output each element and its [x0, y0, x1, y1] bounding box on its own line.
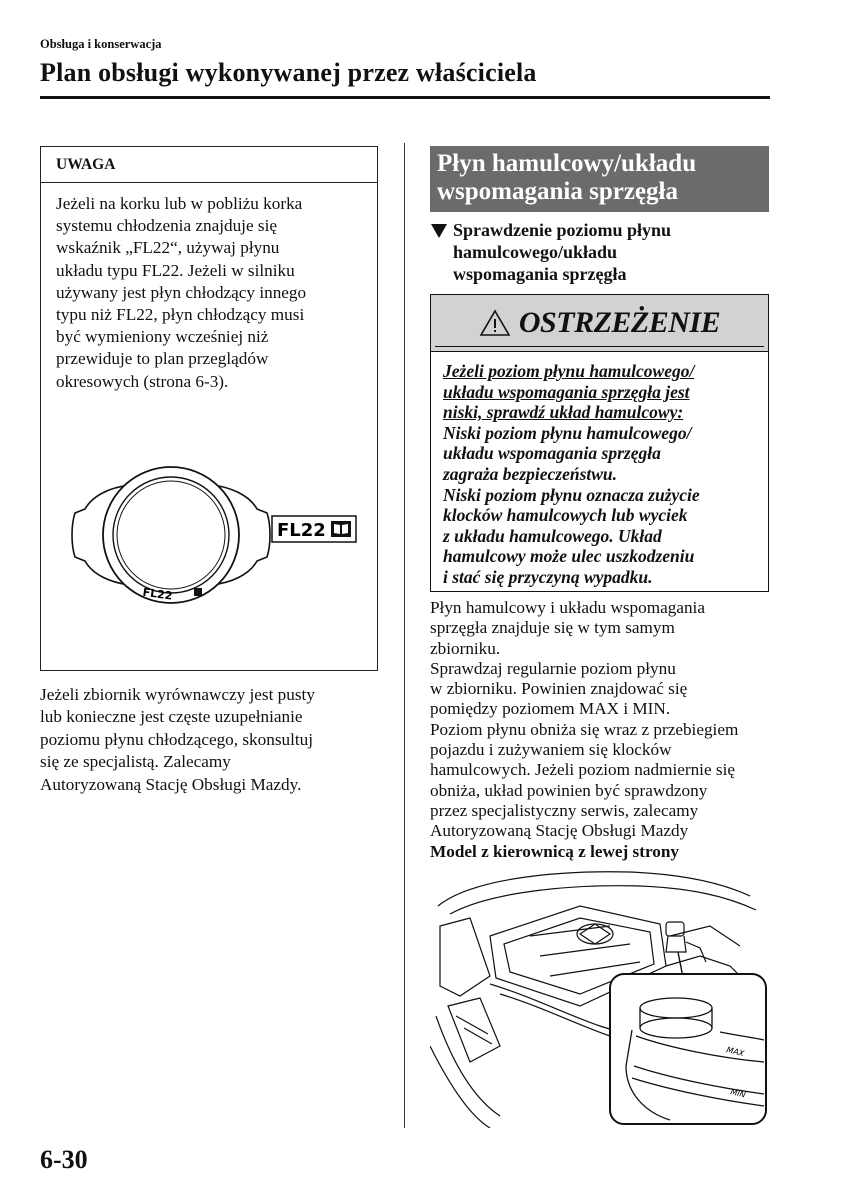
paragraph-line: hamulcowych. Jeżeli poziom nadmiernie się	[430, 760, 735, 780]
fl22-mark	[271, 515, 357, 543]
warning-underlined-line: Jeżeli poziom płynu hamulcowego/	[443, 361, 695, 381]
note-line: używany jest płyn chłodzący innego	[56, 282, 307, 302]
warning-header	[431, 295, 768, 352]
warning-line: z układu hamulcowego. Układ	[443, 525, 662, 546]
subheading	[430, 219, 770, 285]
triangle-bullet-icon	[430, 223, 448, 239]
paragraph-line: Autoryzowaną Stację Obsługi Mazdy.	[40, 774, 302, 794]
warning-body	[431, 352, 768, 588]
section-label: Obsługa i konserwacja	[40, 37, 162, 51]
note-body	[41, 183, 377, 393]
engine-bay-illustration	[430, 866, 770, 1128]
warning-underlined-line: układu wspomagania sprzęgła jest	[443, 381, 690, 402]
paragraph-line: Płyn hamulcowy i układu wspomagania	[430, 598, 705, 617]
coolant-advice-paragraph	[40, 684, 380, 796]
warning-title: OSTRZEŻENIE	[518, 306, 721, 339]
note-line: typu niż FL22, płyn chłodzący musi	[56, 305, 305, 325]
paragraph-line: Jeżeli zbiornik wyrównawczy jest pusty	[40, 685, 315, 704]
warning-underlined-line: niski, sprawdź układ hamulcowy:	[443, 402, 684, 423]
cap-label: FL22	[141, 585, 174, 603]
note-box	[40, 146, 378, 671]
paragraph-line: lub konieczne jest częste uzupełnianie	[40, 707, 303, 727]
note-heading: UWAGA	[41, 147, 377, 183]
min-label: MIN	[729, 1087, 747, 1100]
note-line: układu typu FL22. Jeżeli w silniku	[56, 260, 295, 280]
paragraph-line: w zbiorniku. Powinien znajdować się	[430, 679, 688, 699]
warning-line: i stać się przyczyną wypadku.	[443, 566, 653, 587]
paragraph-line: pojazdu i zużywaniem się klocków	[430, 740, 672, 760]
paragraph-line: Sprawdzaj regularnie poziom płynu	[430, 658, 676, 678]
warning-box	[430, 294, 769, 592]
model-note: Model z kierownicą z lewej strony	[430, 841, 680, 861]
warning-header-rule	[435, 346, 764, 347]
paragraph-line: się ze specjalistą. Zalecamy	[40, 752, 231, 772]
paragraph-line: sprzęgła znajduje się w tym samym	[430, 618, 675, 638]
paragraph-line: zbiorniku.	[430, 638, 501, 658]
warning-line: hamulcowy może ulec uszkodzeniu	[443, 546, 695, 567]
brake-fluid-paragraph	[430, 598, 775, 862]
max-label: MAX	[725, 1045, 746, 1059]
note-line: być wymieniony wcześniej niż	[56, 327, 269, 347]
note-line: Jeżeli na korku lub w pobliżu korka	[56, 194, 303, 213]
section-title-line: wspomagania sprzęgła	[437, 178, 678, 205]
paragraph-line: pomiędzy poziomem MAX i MIN.	[430, 699, 671, 719]
warning-line: Niski poziom płynu hamulcowego/	[443, 422, 692, 443]
title-rule	[40, 96, 770, 99]
warning-line: Niski poziom płynu oznacza zużycie	[443, 484, 700, 505]
paragraph-line: Autoryzowaną Stację Obsługi Mazdy	[430, 821, 689, 841]
page-number: 6-30	[40, 1145, 88, 1174]
note-line: wskaźnik „FL22“, używaj płynu	[56, 238, 280, 258]
note-line: systemu chłodzenia znajduje się	[56, 216, 277, 236]
section-title-line: Płyn hamulcowy/układu	[437, 150, 697, 177]
paragraph-line: obniża, układ powinien być sprawdzony	[430, 780, 708, 800]
radiator-cap-illustration	[71, 465, 271, 605]
note-line: okresowych (strona 6-3).	[56, 371, 229, 391]
warning-triangle-icon	[479, 309, 511, 337]
note-line: przewiduje to plan przeglądów	[56, 349, 269, 369]
warning-line: układu wspomagania sprzęgła	[443, 443, 661, 464]
column-divider	[404, 143, 405, 1128]
paragraph-line: Poziom płynu obniża się wraz z przebiegiem	[430, 719, 739, 739]
warning-line: zagraża bezpieczeństwu.	[443, 463, 618, 484]
subheading-line: Sprawdzenie poziomu płynu	[453, 220, 672, 240]
warning-line: klocków hamulcowych lub wyciek	[443, 505, 688, 526]
paragraph-line: przez specjalistyczny serwis, zalecamy	[430, 800, 699, 820]
page-title: Plan obsługi wykonywanej przez właściciela	[40, 58, 537, 87]
fl22-mark-label: FL22	[277, 520, 326, 541]
subheading-line: hamulcowego/układu	[453, 242, 618, 262]
subheading-line: wspomagania sprzęgła	[453, 264, 627, 284]
paragraph-line: poziomu płynu chłodzącego, skonsultuj	[40, 729, 314, 749]
section-title-banner	[430, 146, 769, 212]
